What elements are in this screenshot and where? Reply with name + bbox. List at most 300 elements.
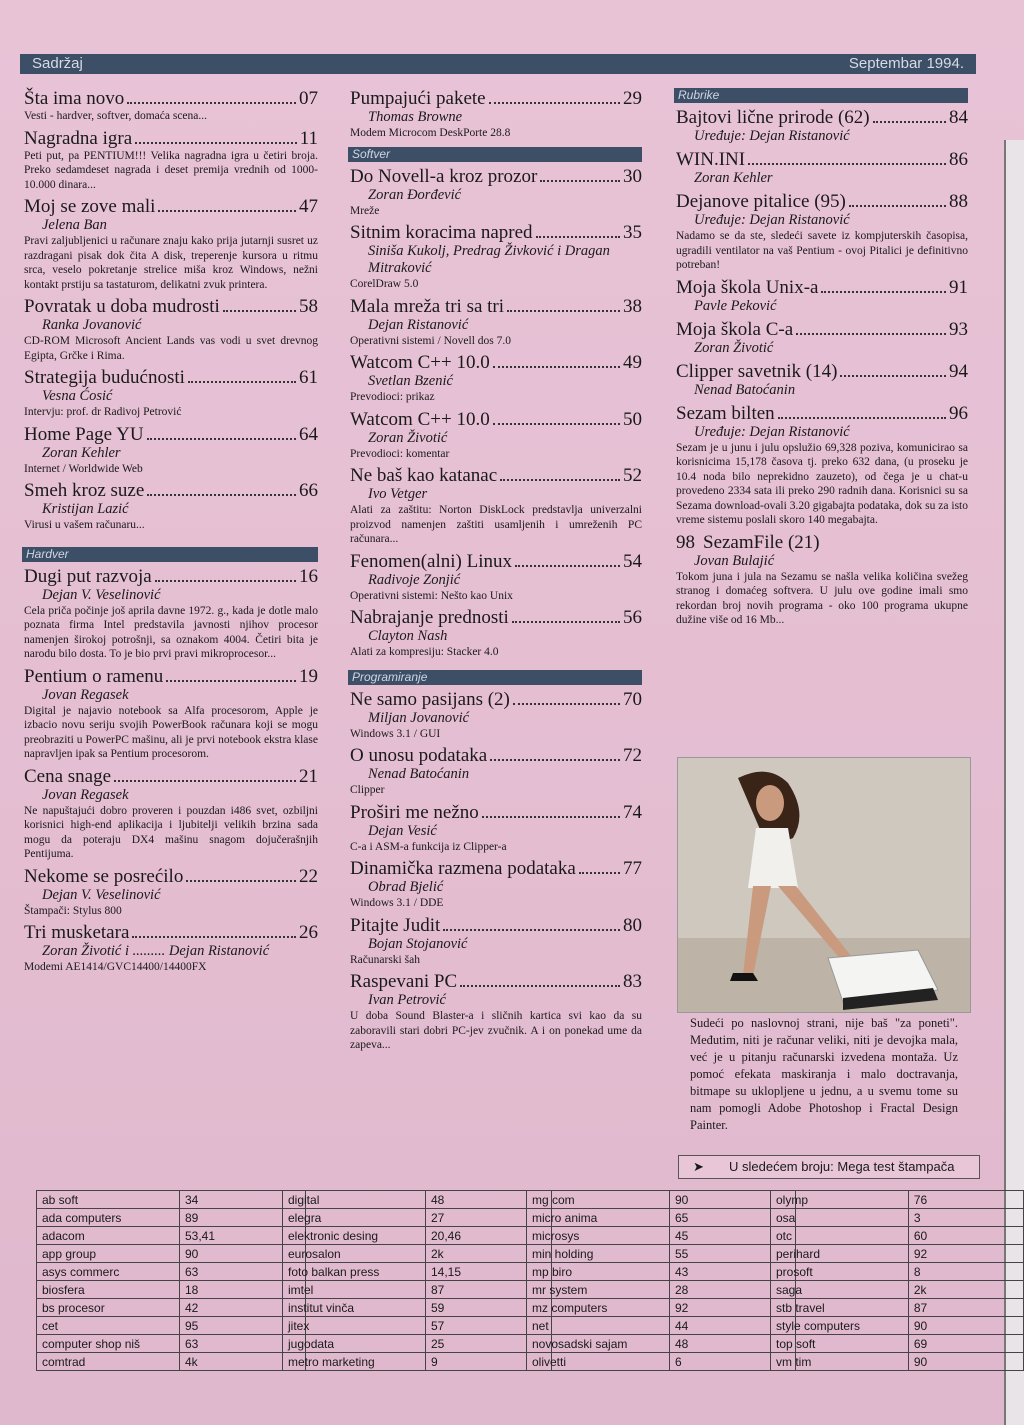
entry-author: Ranka Jovanović <box>42 317 142 333</box>
leader-dots <box>489 101 620 104</box>
leader-dots <box>493 422 620 425</box>
advertiser-name: olymp <box>771 1191 909 1209</box>
entry-title: Moj se zove mali <box>24 196 156 217</box>
advertiser-row <box>283 1281 552 1299</box>
advertiser-row <box>527 1209 796 1227</box>
leader-dots <box>512 620 620 623</box>
advertiser-name: novosadski sajam <box>527 1335 670 1353</box>
entry-author: Ivo Vetger <box>368 486 428 502</box>
advertiser-name: institut vinča <box>283 1299 426 1317</box>
entry-page: 88 <box>949 191 968 212</box>
toc-entry[interactable] <box>350 465 642 547</box>
entry-title: Bajtovi lične prirode (62) <box>676 107 870 128</box>
advertiser-row <box>771 1263 1024 1281</box>
entry-page: 94 <box>949 360 968 382</box>
advertiser-row <box>283 1191 552 1209</box>
advertiser-row <box>283 1227 552 1245</box>
advertiser-page: 27 <box>426 1209 552 1227</box>
advertiser-row <box>527 1245 796 1263</box>
entry-author: Bojan Stojanović <box>368 935 468 952</box>
toc-entry[interactable] <box>350 689 642 742</box>
advertiser-name: min holding <box>527 1245 670 1263</box>
entry-title: Raspevani PC <box>350 971 458 992</box>
entry-title: Cena snage <box>24 765 112 787</box>
entry-title: Nabrajanje prednosti <box>350 607 509 628</box>
advertiser-name: ab soft <box>37 1191 180 1209</box>
leader-dots <box>500 478 620 481</box>
entry-author: Pavle Peković <box>694 297 777 314</box>
advertiser-page: 18 <box>180 1281 306 1299</box>
entry-desc: Windows 3.1 / GUI <box>350 727 441 740</box>
advertiser-page: 65 <box>670 1209 796 1227</box>
toc-entry[interactable] <box>24 88 318 124</box>
entry-title: Strategija budućnosti <box>24 367 185 388</box>
entry-author: Uređuje: Dejan Ristanović <box>694 212 850 228</box>
entry-author: Jovan Regasek <box>42 786 129 803</box>
contents-label: Sadržaj <box>32 55 83 72</box>
advertiser-page: 44 <box>670 1317 796 1335</box>
advertiser-page: 48 <box>426 1191 552 1209</box>
advertiser-page: 87 <box>908 1299 1023 1317</box>
entry-desc: Operativni sistemi / Novell dos 7.0 <box>350 334 511 347</box>
entry-title: Proširi me nežno <box>350 801 479 823</box>
entry-page: 58 <box>299 296 318 317</box>
advertiser-name: otc <box>771 1227 909 1245</box>
toc-entry[interactable] <box>24 196 318 292</box>
advertiser-page: 45 <box>670 1227 796 1245</box>
leader-dots <box>507 309 620 312</box>
advertiser-page: 89 <box>180 1209 306 1227</box>
advertiser-row <box>527 1191 796 1209</box>
entry-author: Zoran Kehler <box>694 170 773 186</box>
leader-dots <box>515 564 620 567</box>
advertiser-name: net <box>527 1317 670 1335</box>
advertiser-row <box>283 1209 552 1227</box>
advertiser-row <box>37 1227 306 1245</box>
entry-title: SezamFile (21) <box>703 531 820 553</box>
advertiser-name: top soft <box>771 1335 909 1353</box>
section-hardver: Hardver <box>22 547 318 562</box>
advertiser-row <box>771 1227 1024 1245</box>
advertiser-table-4 <box>770 1190 1024 1371</box>
toc-entry[interactable] <box>350 745 642 798</box>
entry-title: Dejanove pitalice (95) <box>676 191 846 212</box>
toc-entry[interactable] <box>24 766 318 862</box>
advertiser-name: elektronic desing <box>283 1227 426 1245</box>
advertiser-page: 9 <box>426 1353 552 1371</box>
toc-entry[interactable] <box>350 166 642 219</box>
advertiser-page: 6 <box>670 1353 796 1371</box>
entry-page: 54 <box>623 550 642 572</box>
entry-author: Zoran Životić <box>368 429 448 446</box>
entry-author: Uređuje: Dejan Ristanović <box>694 423 850 440</box>
leader-dots <box>579 871 620 874</box>
entry-title: Fenomen(alni) Linux <box>350 550 512 572</box>
advertiser-row <box>771 1281 1024 1299</box>
entry-title: Ne samo pasijans (2) <box>350 688 510 710</box>
entry-author: Thomas Browne <box>368 109 463 125</box>
entry-author: Ivan Petrović <box>368 992 446 1008</box>
entry-title: Home Page YU <box>24 423 144 445</box>
advertiser-name: eurosalon <box>283 1245 426 1263</box>
toc-entry[interactable] <box>350 971 642 1053</box>
leader-dots <box>188 380 296 383</box>
toc-entry[interactable] <box>24 566 318 662</box>
entry-author: Kristijan Lazić <box>42 501 129 517</box>
advertiser-row <box>37 1299 306 1317</box>
entry-desc: CorelDraw 5.0 <box>350 278 419 290</box>
advertiser-name: app group <box>37 1245 180 1263</box>
advertiser-name: micro anima <box>527 1209 670 1227</box>
leader-dots <box>460 984 620 987</box>
leader-dots <box>490 758 620 761</box>
entry-author: Radivoje Zonjić <box>368 571 461 588</box>
entry-author: Jovan Bulajić <box>694 552 775 569</box>
column-1 <box>24 88 318 979</box>
leader-dots <box>513 702 620 705</box>
advertiser-page: 57 <box>426 1317 552 1335</box>
entry-author: Dejan Vesić <box>368 822 437 839</box>
entry-page: 19 <box>299 665 318 687</box>
entry-author: Siniša Kukolj, Predrag Živković i Dragan Mitraković <box>368 243 610 276</box>
advertiser-name: foto balkan press <box>283 1263 426 1281</box>
entry-title: Dinamička razmena podataka <box>350 858 576 879</box>
entry-page: 86 <box>949 149 968 170</box>
entry-title: Mala mreža tri sa tri <box>350 295 505 317</box>
entry-desc: Štampači: Stylus 800 <box>24 904 122 917</box>
entry-desc: Pravi zaljubljenici u računare znaju kako prija jutarnji susret uz razdragani pisak dok čita A disk, treperenje kursora u ritmu srca, veselo pokretanje strelice miša kroz Windows, nežni kontakt prstiju sa tastaturom, delikatni zvuk printera. <box>24 235 318 291</box>
advertiser-name: olivetti <box>527 1353 670 1371</box>
cover-photo <box>677 757 971 1013</box>
entry-page: 83 <box>623 971 642 992</box>
entry-page: 30 <box>623 165 642 187</box>
entry-title: Nagradna igra <box>24 127 133 149</box>
entry-title: Clipper savetnik (14) <box>676 360 838 382</box>
entry-title: Do Novell-a kroz prozor <box>350 165 538 187</box>
advertiser-name: prosoft <box>771 1263 909 1281</box>
advertiser-row <box>527 1353 796 1371</box>
leader-dots <box>223 309 296 312</box>
toc-entry[interactable] <box>24 128 318 193</box>
advertiser-row <box>771 1353 1024 1371</box>
advertiser-page: 42 <box>180 1299 306 1317</box>
advertiser-table-1 <box>36 1190 306 1371</box>
leader-dots <box>147 493 296 496</box>
advertiser-name: elegra <box>283 1209 426 1227</box>
toc-entry[interactable] <box>350 88 642 141</box>
toc-entry[interactable] <box>676 107 968 145</box>
entry-author: Zoran Đorđević <box>368 186 462 203</box>
entry-desc: Nadamo se da ste, sledeći savete iz kompjuterskih časopisa, ugradili ventilator na vaš Pentium - ovoj Pitalici je definitivno potreban! <box>676 230 968 271</box>
advertiser-row <box>283 1335 552 1353</box>
advertiser-row <box>771 1209 1024 1227</box>
entry-author: Dejan V. Veselinović <box>42 886 161 903</box>
entry-desc: Clipper <box>350 784 385 796</box>
advertiser-name: jugodata <box>283 1335 426 1353</box>
arrow-right-icon: ➤ <box>693 1159 704 1174</box>
advertiser-row <box>283 1263 552 1281</box>
entry-desc: C-a i ASM-a funkcija iz Clipper-a <box>350 840 507 853</box>
leader-dots <box>443 928 620 931</box>
advertiser-page: 8 <box>908 1263 1023 1281</box>
entry-title: Smeh kroz suze <box>24 480 145 501</box>
advertiser-page: 90 <box>670 1191 796 1209</box>
entry-desc: Sezam je u junu i julu opslužio 69,328 poziva, komunicirao sa korisnicima 15,178 časova tj. preko 632 dana, (u proseku je 10.4 noda bilo neprekidno zauzeto), od čega je u chat-u provedeno 2334 sata ili preko 290 radnih dana. Korisnici su sa Sezama download-ovali 3.20 gigabajta podataka, dok su za isto vreme sistemu poslali skoro 140 megabajta. <box>676 441 968 526</box>
advertiser-name: style computers <box>771 1317 909 1335</box>
entry-page: 80 <box>623 914 642 936</box>
entry-desc: Modem Microcom DeskPorte 28.8 <box>350 127 511 139</box>
advertiser-row <box>527 1281 796 1299</box>
entry-title: Povratak u doba mudrosti <box>24 296 220 317</box>
advertiser-page: 4k <box>180 1353 306 1371</box>
toc-entry-sezamfile[interactable] <box>676 532 968 628</box>
advertiser-page: 2k <box>426 1245 552 1263</box>
leader-dots <box>840 374 946 377</box>
entry-author: Clayton Nash <box>368 628 448 644</box>
entry-title: Pumpajući pakete <box>350 88 486 109</box>
next-issue-box <box>678 1155 980 1179</box>
woman-photo-illustration <box>678 758 970 1012</box>
entry-author: Dejan Ristanović <box>368 316 469 333</box>
advertiser-table-2 <box>282 1190 552 1371</box>
photo-caption: Sudeći po naslovnoj strani, nije baš "za poneti". Međutim, niti je računar veliki, niti je devojka mala, već je u pitanju računarski izvedena montaža. Uz pomoć efekata maskiranja i malo doctravanja, bitmape su ukloplјene u jednu, a u svemu tome su nam pomogli Adobe Photoshop i Fractal Design Painter. <box>690 1016 958 1132</box>
leader-dots <box>132 935 296 938</box>
advertiser-name: imtel <box>283 1281 426 1299</box>
advertiser-row <box>771 1191 1024 1209</box>
entry-desc: Windows 3.1 / DDE <box>350 897 444 909</box>
entry-author: Miljan Jovanović <box>368 709 470 726</box>
advertiser-name: mg com <box>527 1191 670 1209</box>
toc-entry[interactable] <box>676 361 968 399</box>
entry-page: 52 <box>623 465 642 486</box>
leader-dots <box>540 179 620 182</box>
entry-title: O unosu podataka <box>350 745 488 766</box>
leader-dots <box>778 416 946 419</box>
advertiser-row <box>37 1245 306 1263</box>
advertiser-row <box>283 1317 552 1335</box>
toc-entry[interactable] <box>350 551 642 604</box>
advertiser-row <box>283 1353 552 1371</box>
entry-title: Pentium o ramenu <box>24 665 164 687</box>
entry-title: Dugi put razvoja <box>24 565 152 587</box>
toc-entry[interactable] <box>350 222 642 292</box>
advertiser-page: 55 <box>670 1245 796 1263</box>
entry-author: Obrad Bjelić <box>368 879 444 895</box>
entry-page: 61 <box>299 367 318 388</box>
entry-title: Tri musketara <box>24 922 130 943</box>
advertiser-page: 48 <box>670 1335 796 1353</box>
entry-desc: Prevodioci: komentar <box>350 447 450 460</box>
advertiser-row <box>37 1335 306 1353</box>
leader-dots <box>186 879 296 882</box>
entry-author: Uređuje: Dejan Ristanović <box>694 128 850 144</box>
advertiser-name: asys commerc <box>37 1263 180 1281</box>
toc-entry[interactable] <box>24 666 318 762</box>
advertiser-page: 76 <box>908 1191 1023 1209</box>
toc-entry[interactable] <box>24 866 318 919</box>
advertiser-page: 92 <box>908 1245 1023 1263</box>
toc-entry[interactable] <box>350 802 642 855</box>
leader-dots <box>536 235 620 238</box>
advertiser-page: 69 <box>908 1335 1023 1353</box>
entry-title: Nekome se posrećilo <box>24 865 184 887</box>
toc-entry[interactable] <box>350 409 642 462</box>
entry-page: 66 <box>299 480 318 501</box>
toc-entry[interactable] <box>24 922 318 975</box>
toc-entry[interactable] <box>24 424 318 477</box>
leader-dots <box>127 101 296 104</box>
advertiser-row <box>771 1335 1024 1353</box>
entry-desc: Ne napuštajući dobro proveren i pouzdan i486 svet, ozbiljni korisnici high-end aplikacija i ljubitelji velikih brzina sada mogu da poteraju DX4 mašinu snagom dojučerašnjih Pentijuma. <box>24 804 318 860</box>
leader-dots <box>821 290 946 293</box>
advertiser-name: mr system <box>527 1281 670 1299</box>
advertiser-row <box>771 1245 1024 1263</box>
leader-dots <box>158 209 296 212</box>
advertiser-name: microsys <box>527 1227 670 1245</box>
advertiser-row <box>37 1281 306 1299</box>
advertiser-page: 20,46 <box>426 1227 552 1245</box>
entry-desc: Alati za zaštitu: Norton DiskLock predstavlja univerzalni proizvod namenjen zaštiti usamljenih i umreženih PC računara... <box>350 504 642 545</box>
advertiser-name: comtrad <box>37 1353 180 1371</box>
toc-entry[interactable] <box>676 149 968 187</box>
entry-page: 96 <box>949 402 968 424</box>
toc-entry[interactable] <box>350 915 642 968</box>
leader-dots <box>796 332 946 335</box>
advertiser-name: metro marketing <box>283 1353 426 1371</box>
entry-author: Nenad Batoćanin <box>368 766 470 782</box>
entry-page: 74 <box>623 801 642 823</box>
advertiser-row <box>527 1335 796 1353</box>
entry-desc: Peti put, pa PENTIUM!!! Velika nagradna igra u četiri broja. Preko sedamdeset nagrada i deset premija vrednih od 1000-10.000 dinara... <box>24 149 318 191</box>
entry-author: Jovan Regasek <box>42 686 129 703</box>
section-softver: Softver <box>348 147 642 162</box>
advertiser-name: saga <box>771 1281 909 1299</box>
entry-page: 70 <box>623 688 642 710</box>
advertiser-page: 60 <box>908 1227 1023 1245</box>
toc-entry[interactable] <box>350 858 642 911</box>
toc-entry[interactable] <box>350 352 642 405</box>
toc-entry[interactable] <box>24 480 318 533</box>
entry-desc: Digital je najavio notebook sa Alfa procesorom, Apple je izbacio novu seriju svojih PowerBook računara koji se mogu preobraziti u PowerPC mašinu, ali je prvi notebook ekstra klase napravljen ipak sa Pentium procesorom. <box>24 704 318 760</box>
entry-page: 91 <box>949 276 968 298</box>
toc-entry[interactable] <box>676 191 968 273</box>
issue-date: Septembar 1994. <box>848 55 964 72</box>
entry-desc: Virusi u vašem računaru... <box>24 519 145 531</box>
entry-page: 84 <box>949 107 968 128</box>
entry-page: 98 <box>676 531 695 553</box>
entry-desc: Vesti - hardver, softver, domaća scena... <box>24 110 208 122</box>
entry-page: 93 <box>949 318 968 340</box>
advertiser-name: cet <box>37 1317 180 1335</box>
toc-entry[interactable] <box>24 367 318 420</box>
entry-author: Svetlan Bzenić <box>368 373 453 389</box>
entry-desc: U doba Sound Blaster-a i sličnih kartica svi kao da su zaboravili stari dobri PC-jev zvučnik. A i on ponekad ume da zapeva... <box>350 1010 642 1051</box>
entry-desc: Tokom juna i jula na Sezamu se našla velika količina svežeg stranog i domaćeg softvera. U julu ove godine imali smo rekordan broj novih programa - oko 100 programa ukupne dužine više od 16 Mb... <box>676 570 968 626</box>
advertiser-name: digital <box>283 1191 426 1209</box>
leader-dots <box>135 141 297 144</box>
advertiser-name: bs procesor <box>37 1299 180 1317</box>
entry-page: 16 <box>299 565 318 587</box>
entry-desc: Računarski šah <box>350 953 420 966</box>
entry-title: Šta ima novo <box>24 88 125 109</box>
toc-entry[interactable] <box>24 296 318 363</box>
entry-title: Moja škola C-a <box>676 318 794 340</box>
entry-page: 56 <box>623 607 642 628</box>
entry-title: Moja škola Unix-a <box>676 276 819 298</box>
leader-dots <box>114 779 296 782</box>
toc-entry[interactable] <box>350 607 642 660</box>
entry-page: 21 <box>299 765 318 787</box>
advertiser-name: jitex <box>283 1317 426 1335</box>
advertiser-row <box>283 1245 552 1263</box>
toc-entry[interactable] <box>676 319 968 357</box>
advertiser-row <box>37 1353 306 1371</box>
entry-page: 50 <box>623 408 642 430</box>
advertiser-name: vm tim <box>771 1353 909 1371</box>
advertiser-row <box>37 1263 306 1281</box>
advertiser-page: 87 <box>426 1281 552 1299</box>
leader-dots <box>873 120 946 123</box>
advertiser-name: ada computers <box>37 1209 180 1227</box>
advertiser-row <box>527 1299 796 1317</box>
entry-author: Nenad Batoćanin <box>694 381 796 398</box>
advertiser-page: 53,41 <box>180 1227 306 1245</box>
advertiser-page: 90 <box>908 1353 1023 1371</box>
entry-title: Sitnim koracima napred <box>350 222 533 243</box>
entry-author: Dejan V. Veselinović <box>42 586 161 603</box>
advertiser-table-3 <box>526 1190 796 1371</box>
column-3 <box>676 88 968 632</box>
entry-title: WIN.INI <box>676 149 746 170</box>
next-issue-text: U sledećem broju: Mega test štampača <box>729 1159 955 1174</box>
column-2 <box>350 88 642 1057</box>
entry-desc: Mreže <box>350 204 380 217</box>
advertiser-row <box>527 1317 796 1335</box>
entry-desc: CD-ROM Microsoft Ancient Lands vas vodi u svet drevnog Egipta, Grčke i Rima. <box>24 335 318 362</box>
toc-entry[interactable] <box>676 403 968 528</box>
advertiser-row <box>37 1209 306 1227</box>
entry-page: 38 <box>623 295 642 317</box>
advertiser-name: adacom <box>37 1227 180 1245</box>
entry-page: 49 <box>623 352 642 373</box>
advertiser-row <box>37 1317 306 1335</box>
contents-header-bar <box>20 54 976 74</box>
entry-page: 47 <box>299 196 318 217</box>
entry-desc: Internet / Worldwide Web <box>24 462 143 475</box>
entry-author: Vesna Ćosić <box>42 388 113 404</box>
advertiser-page: 28 <box>670 1281 796 1299</box>
entry-page: 22 <box>299 865 318 887</box>
advertiser-name: mp biro <box>527 1263 670 1281</box>
leader-dots <box>493 365 620 368</box>
entry-desc: Cela priča počinje još aprila davne 1972. g., kada je dotle malo poznata firma Intel predstavila javnosti njihov procesor namenjen širokoj potrošnji, sa oznakom 4004. Četiri bita je narodu bilo dosta. To je bio prvi pravi mikroprocesor... <box>24 604 318 660</box>
entry-title: Watcom C++ 10.0 <box>350 352 490 373</box>
leader-dots <box>482 815 620 818</box>
entry-title: Ne baš kao katanac <box>350 465 498 486</box>
toc-entry[interactable] <box>676 277 968 315</box>
entry-author: Zoran Životić <box>694 339 774 356</box>
advertiser-page: 92 <box>670 1299 796 1317</box>
leader-dots <box>147 437 296 440</box>
advertiser-name: stb travel <box>771 1299 909 1317</box>
entry-desc: Prevodioci: prikaz <box>350 391 435 403</box>
entry-desc: Modemi AE1414/GVC14400/14400FX <box>24 961 207 973</box>
toc-entry[interactable] <box>350 296 642 349</box>
advertiser-row <box>771 1317 1024 1335</box>
advertiser-page: 95 <box>180 1317 306 1335</box>
entry-desc: Alati za kompresiju: Stacker 4.0 <box>350 646 499 658</box>
advertiser-page: 90 <box>180 1245 306 1263</box>
